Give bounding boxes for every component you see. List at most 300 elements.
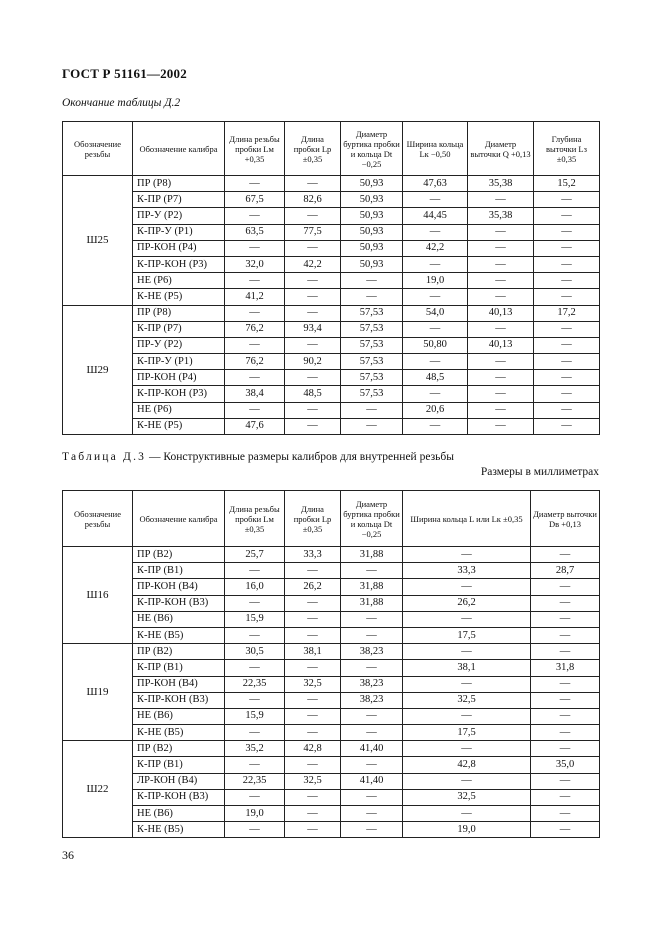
- table-cell: 41,40: [341, 741, 403, 757]
- table-cell: —: [285, 208, 341, 224]
- table-cell: —: [225, 370, 285, 386]
- table-cell: —: [403, 644, 531, 660]
- table-cell: 38,23: [341, 644, 403, 660]
- table-row: [63, 305, 600, 321]
- header-plug-length: [285, 122, 341, 176]
- header-gauge: [133, 491, 225, 547]
- table-cell: 77,5: [285, 224, 341, 240]
- table-cell: 42,8: [403, 757, 531, 773]
- table-cell: —: [285, 595, 341, 611]
- table-cell: 50,93: [341, 208, 403, 224]
- header-thread-length: [225, 122, 285, 176]
- gauge-designation: НЕ (Р6): [133, 273, 225, 289]
- table-cell: —: [534, 321, 600, 337]
- table-cell: 48,5: [403, 370, 468, 386]
- table-row: [63, 708, 600, 724]
- table-cell: 19,0: [403, 822, 531, 838]
- table-cell: 50,93: [341, 256, 403, 272]
- thread-designation: Ш29: [63, 305, 133, 435]
- header-label: Обозначение калибра: [139, 143, 218, 154]
- table-cell: —: [531, 547, 600, 563]
- table-cell: 22,35: [225, 676, 285, 692]
- table-cell: 17,5: [403, 725, 531, 741]
- table-cell: 38,1: [285, 644, 341, 660]
- header-plug-length: [285, 491, 341, 547]
- header-label: Обозначение калибра: [139, 513, 218, 524]
- table-row: [63, 627, 600, 643]
- table-cell: 15,9: [225, 708, 285, 724]
- table-cell: —: [341, 806, 403, 822]
- gauge-designation: ЛР-КОН (В4): [133, 773, 225, 789]
- table-cell: —: [341, 563, 403, 579]
- gauge-designation: К-ПР-КОН (Р3): [133, 386, 225, 402]
- table-cell: —: [285, 660, 341, 676]
- table-cell: —: [225, 305, 285, 321]
- table-row: [63, 337, 600, 353]
- table-row: [63, 660, 600, 676]
- gauge-designation: НЕ (Р6): [133, 402, 225, 418]
- document-title: ГОСТ Р 51161—2002: [62, 66, 187, 81]
- table-cell: —: [403, 321, 468, 337]
- table-cell: —: [403, 224, 468, 240]
- table-cell: 63,5: [225, 224, 285, 240]
- gauge-designation: К-ПР-КОН (В3): [133, 692, 225, 708]
- gauge-designation: ПР (Р8): [133, 305, 225, 321]
- table-cell: —: [285, 289, 341, 305]
- table-cell: 38,1: [403, 660, 531, 676]
- gauge-designation: К-ПР-КОН (В3): [133, 789, 225, 805]
- table-cell: —: [341, 660, 403, 676]
- table-cell: —: [285, 418, 341, 434]
- table-row: [63, 386, 600, 402]
- table-cell: 40,13: [468, 337, 534, 353]
- table-cell: —: [534, 256, 600, 272]
- gauge-designation: К-ПР-КОН (Р3): [133, 256, 225, 272]
- table-d3: [62, 490, 600, 838]
- table-row: [63, 547, 600, 563]
- header-label: Ширина кольца Lк −0,50: [406, 138, 464, 159]
- table-cell: 32,5: [285, 773, 341, 789]
- header-label: Диаметр буртика пробки и кольца Dt −0,25: [343, 128, 400, 169]
- table-cell: 22,35: [225, 773, 285, 789]
- table-cell: 42,2: [403, 240, 468, 256]
- table-cell: —: [341, 757, 403, 773]
- table-cell: —: [531, 773, 600, 789]
- table-cell: —: [285, 370, 341, 386]
- table-row: [63, 370, 600, 386]
- gauge-designation: ПР (В2): [133, 644, 225, 660]
- table-cell: 25,7: [225, 547, 285, 563]
- table-cell: —: [534, 370, 600, 386]
- gauge-designation: К-ПР-КОН (В3): [133, 595, 225, 611]
- gauge-designation: К-ПР (В1): [133, 757, 225, 773]
- table-cell: —: [531, 676, 600, 692]
- table-cell: —: [534, 224, 600, 240]
- table-cell: 16,0: [225, 579, 285, 595]
- gauge-designation: К-НЕ (В5): [133, 822, 225, 838]
- gauge-designation: ПР (В2): [133, 547, 225, 563]
- header-collar-diameter: [341, 122, 403, 176]
- table-row: [63, 273, 600, 289]
- table-cell: —: [468, 418, 534, 434]
- table-cell: —: [534, 289, 600, 305]
- table-cell: 42,2: [285, 256, 341, 272]
- table-cell: 19,0: [225, 806, 285, 822]
- table-d2-header-row: [63, 122, 600, 176]
- gauge-designation: ПР-У (Р2): [133, 208, 225, 224]
- table-row: [63, 773, 600, 789]
- table-cell: —: [403, 579, 531, 595]
- header-thread-length: [225, 491, 285, 547]
- table-cell: 33,3: [403, 563, 531, 579]
- table-row: [63, 402, 600, 418]
- gauge-designation: НЕ (В6): [133, 708, 225, 724]
- table-cell: —: [403, 773, 531, 789]
- table-d3-body: [63, 547, 600, 838]
- table-cell: —: [468, 370, 534, 386]
- header-label: Длина резьбы пробки Lм +0,35: [229, 133, 280, 164]
- table-cell: —: [225, 273, 285, 289]
- table-cell: —: [468, 224, 534, 240]
- header-collar-diameter: [341, 491, 403, 547]
- table-cell: —: [403, 611, 531, 627]
- table-cell: 35,38: [468, 176, 534, 192]
- table-cell: —: [534, 208, 600, 224]
- table-cell: 20,6: [403, 402, 468, 418]
- table-cell: 41,2: [225, 289, 285, 305]
- table-cell: —: [534, 402, 600, 418]
- table-d3-caption: [62, 451, 454, 463]
- table-row: [63, 321, 600, 337]
- header-label: Длина пробки Lр ±0,35: [293, 503, 332, 534]
- header-ring-width: [403, 491, 531, 547]
- table-cell: —: [531, 627, 600, 643]
- table-cell: —: [285, 305, 341, 321]
- table-cell: 38,4: [225, 386, 285, 402]
- table-d3-caption-text: — Конструктивные размеры калибров для внутренней резьбы: [146, 451, 454, 463]
- table-cell: 31,88: [341, 595, 403, 611]
- table-cell: —: [225, 240, 285, 256]
- table-cell: 15,9: [225, 611, 285, 627]
- table-cell: —: [403, 806, 531, 822]
- table-row: [63, 725, 600, 741]
- table-row: [63, 289, 600, 305]
- gauge-designation: К-ПР (Р7): [133, 321, 225, 337]
- header-label: Диаметр выточки Q +0,13: [470, 138, 531, 159]
- table-cell: —: [531, 806, 600, 822]
- gauge-designation: К-ПР-У (Р1): [133, 224, 225, 240]
- table-cell: 15,2: [534, 176, 600, 192]
- table-row: [63, 563, 600, 579]
- table-row: [63, 692, 600, 708]
- table-cell: —: [534, 192, 600, 208]
- table-cell: —: [534, 354, 600, 370]
- table-cell: 38,23: [341, 692, 403, 708]
- table-cell: 44,45: [403, 208, 468, 224]
- gauge-designation: К-ПР (Р7): [133, 192, 225, 208]
- table-cell: —: [531, 579, 600, 595]
- table-cell: —: [341, 273, 403, 289]
- table-cell: 31,88: [341, 547, 403, 563]
- table-cell: —: [225, 725, 285, 741]
- table-cell: —: [225, 595, 285, 611]
- table-cell: —: [468, 240, 534, 256]
- table-cell: —: [225, 692, 285, 708]
- table-cell: —: [225, 660, 285, 676]
- table-cell: —: [534, 273, 600, 289]
- header-thread: [63, 122, 133, 176]
- table-cell: —: [468, 273, 534, 289]
- table-cell: —: [285, 402, 341, 418]
- header-gauge: [133, 122, 225, 176]
- table-cell: —: [403, 192, 468, 208]
- table-cell: —: [285, 627, 341, 643]
- table-row: [63, 192, 600, 208]
- table-cell: 57,53: [341, 337, 403, 353]
- table-row: [63, 240, 600, 256]
- table-cell: —: [403, 289, 468, 305]
- table-row: [63, 176, 600, 192]
- table-cell: 30,5: [225, 644, 285, 660]
- table-cell: —: [285, 176, 341, 192]
- table-cell: 32,5: [403, 692, 531, 708]
- table-cell: —: [285, 822, 341, 838]
- table-cell: 19,0: [403, 273, 468, 289]
- table-cell: 50,93: [341, 224, 403, 240]
- header-label: Ширина кольца L или Lк ±0,35: [410, 513, 523, 524]
- table-cell: 32,5: [285, 676, 341, 692]
- table-cell: 35,2: [225, 741, 285, 757]
- table-cell: —: [531, 741, 600, 757]
- table-cell: 57,53: [341, 321, 403, 337]
- table-row: [63, 579, 600, 595]
- table-cell: 54,0: [403, 305, 468, 321]
- gauge-designation: ПР-КОН (В4): [133, 676, 225, 692]
- table-cell: 82,6: [285, 192, 341, 208]
- table-cell: —: [341, 789, 403, 805]
- table-cell: 32,5: [403, 789, 531, 805]
- thread-designation: Ш16: [63, 547, 133, 644]
- table-cell: 90,2: [285, 354, 341, 370]
- units-note: Размеры в миллиметрах: [480, 466, 599, 478]
- table-row: [63, 741, 600, 757]
- table-cell: —: [468, 192, 534, 208]
- table-cell: —: [531, 822, 600, 838]
- gauge-designation: ПР (В2): [133, 741, 225, 757]
- table-row: [63, 676, 600, 692]
- table-cell: 17,2: [534, 305, 600, 321]
- table-cell: —: [531, 644, 600, 660]
- table-cell: —: [534, 386, 600, 402]
- table-d3-caption-prefix: Таблица Д.3: [62, 451, 147, 463]
- table-d2-caption: Окончание таблицы Д.2: [62, 97, 181, 109]
- header-recess-depth: [534, 122, 600, 176]
- table-cell: —: [403, 256, 468, 272]
- table-cell: 42,8: [285, 741, 341, 757]
- table-cell: —: [285, 692, 341, 708]
- table-row: [63, 822, 600, 838]
- table-cell: —: [468, 256, 534, 272]
- gauge-designation: К-НЕ (В5): [133, 725, 225, 741]
- thread-designation: Ш22: [63, 741, 133, 838]
- table-cell: 48,5: [285, 386, 341, 402]
- table-cell: 57,53: [341, 370, 403, 386]
- table-cell: —: [531, 611, 600, 627]
- table-cell: 40,13: [468, 305, 534, 321]
- table-d2: [62, 121, 600, 435]
- table-row: [63, 224, 600, 240]
- table-cell: —: [531, 725, 600, 741]
- table-cell: 50,93: [341, 192, 403, 208]
- table-cell: 47,6: [225, 418, 285, 434]
- table-cell: —: [285, 273, 341, 289]
- table-cell: —: [341, 289, 403, 305]
- gauge-designation: ПР-КОН (Р4): [133, 370, 225, 386]
- table-cell: 33,3: [285, 547, 341, 563]
- table-cell: —: [341, 418, 403, 434]
- table-row: [63, 611, 600, 627]
- table-cell: —: [403, 386, 468, 402]
- table-cell: —: [225, 789, 285, 805]
- table-cell: —: [285, 757, 341, 773]
- table-cell: —: [285, 611, 341, 627]
- table-cell: 76,2: [225, 321, 285, 337]
- table-cell: —: [285, 789, 341, 805]
- table-cell: —: [403, 676, 531, 692]
- thread-designation: Ш19: [63, 644, 133, 741]
- table-row: [63, 789, 600, 805]
- table-cell: —: [285, 563, 341, 579]
- table-cell: —: [468, 289, 534, 305]
- gauge-designation: К-НЕ (Р5): [133, 418, 225, 434]
- table-cell: —: [403, 418, 468, 434]
- gauge-designation: К-ПР (В1): [133, 660, 225, 676]
- table-cell: —: [534, 337, 600, 353]
- table-cell: 50,93: [341, 176, 403, 192]
- table-row: [63, 418, 600, 434]
- table-cell: —: [285, 725, 341, 741]
- table-cell: —: [468, 321, 534, 337]
- table-cell: —: [225, 337, 285, 353]
- table-cell: 26,2: [285, 579, 341, 595]
- table-cell: 38,23: [341, 676, 403, 692]
- table-cell: —: [403, 708, 531, 724]
- table-cell: —: [225, 627, 285, 643]
- header-label: Глубина выточки Lз ±0,35: [546, 133, 587, 164]
- table-cell: 17,5: [403, 627, 531, 643]
- table-cell: —: [534, 418, 600, 434]
- table-cell: —: [534, 240, 600, 256]
- table-row: [63, 256, 600, 272]
- table-row: [63, 806, 600, 822]
- table-cell: —: [341, 611, 403, 627]
- table-cell: 50,80: [403, 337, 468, 353]
- table-cell: —: [531, 708, 600, 724]
- table-cell: 57,53: [341, 305, 403, 321]
- table-cell: —: [403, 741, 531, 757]
- header-label: Диаметр выточки Dв +0,13: [533, 508, 597, 529]
- table-cell: —: [225, 208, 285, 224]
- table-cell: —: [285, 708, 341, 724]
- table-cell: —: [225, 757, 285, 773]
- table-cell: 31,8: [531, 660, 600, 676]
- table-row: [63, 354, 600, 370]
- header-label: Диаметр буртика пробки и кольца Dt −0,25: [343, 498, 400, 539]
- table-d2-body: [63, 176, 600, 435]
- gauge-designation: ПР-КОН (В4): [133, 579, 225, 595]
- header-label: Обозначение резьбы: [74, 508, 121, 529]
- table-cell: —: [341, 725, 403, 741]
- table-cell: —: [341, 822, 403, 838]
- header-recess-diameter: [531, 491, 600, 547]
- table-cell: 26,2: [403, 595, 531, 611]
- table-cell: —: [225, 822, 285, 838]
- table-cell: 28,7: [531, 563, 600, 579]
- table-cell: —: [468, 354, 534, 370]
- gauge-designation: ПР (Р8): [133, 176, 225, 192]
- table-cell: —: [403, 547, 531, 563]
- table-row: [63, 757, 600, 773]
- table-cell: 57,53: [341, 386, 403, 402]
- table-cell: —: [531, 595, 600, 611]
- table-cell: —: [531, 789, 600, 805]
- table-cell: —: [468, 402, 534, 418]
- table-cell: 41,40: [341, 773, 403, 789]
- header-ring-width: [403, 122, 468, 176]
- table-cell: —: [341, 627, 403, 643]
- table-cell: —: [403, 354, 468, 370]
- gauge-designation: К-ПР-У (Р1): [133, 354, 225, 370]
- header-label: Обозначение резьбы: [74, 138, 121, 159]
- table-cell: —: [285, 337, 341, 353]
- table-cell: 35,38: [468, 208, 534, 224]
- table-d3-header-row: [63, 491, 600, 547]
- table-cell: 50,93: [341, 240, 403, 256]
- table-cell: —: [285, 240, 341, 256]
- table-cell: —: [285, 806, 341, 822]
- table-cell: —: [468, 386, 534, 402]
- gauge-designation: К-ПР (В1): [133, 563, 225, 579]
- thread-designation: Ш25: [63, 176, 133, 306]
- table-cell: 93,4: [285, 321, 341, 337]
- table-row: [63, 644, 600, 660]
- page-number: 36: [62, 848, 74, 862]
- table-cell: —: [225, 402, 285, 418]
- table-cell: —: [225, 563, 285, 579]
- gauge-designation: К-НЕ (Р5): [133, 289, 225, 305]
- gauge-designation: ПР-КОН (Р4): [133, 240, 225, 256]
- table-cell: 31,88: [341, 579, 403, 595]
- table-cell: 35,0: [531, 757, 600, 773]
- table-cell: 67,5: [225, 192, 285, 208]
- header-label: Длина пробки Lр ±0,35: [293, 133, 332, 164]
- table-cell: 47,63: [403, 176, 468, 192]
- gauge-designation: К-НЕ (В5): [133, 627, 225, 643]
- table-cell: —: [225, 176, 285, 192]
- table-row: [63, 208, 600, 224]
- table-cell: 57,53: [341, 354, 403, 370]
- table-cell: 76,2: [225, 354, 285, 370]
- header-thread: [63, 491, 133, 547]
- gauge-designation: НЕ (В6): [133, 806, 225, 822]
- table-cell: —: [341, 402, 403, 418]
- table-row: [63, 595, 600, 611]
- gauge-designation: НЕ (В6): [133, 611, 225, 627]
- table-cell: —: [531, 692, 600, 708]
- gauge-designation: ПР-У (Р2): [133, 337, 225, 353]
- table-cell: 32,0: [225, 256, 285, 272]
- table-cell: —: [341, 708, 403, 724]
